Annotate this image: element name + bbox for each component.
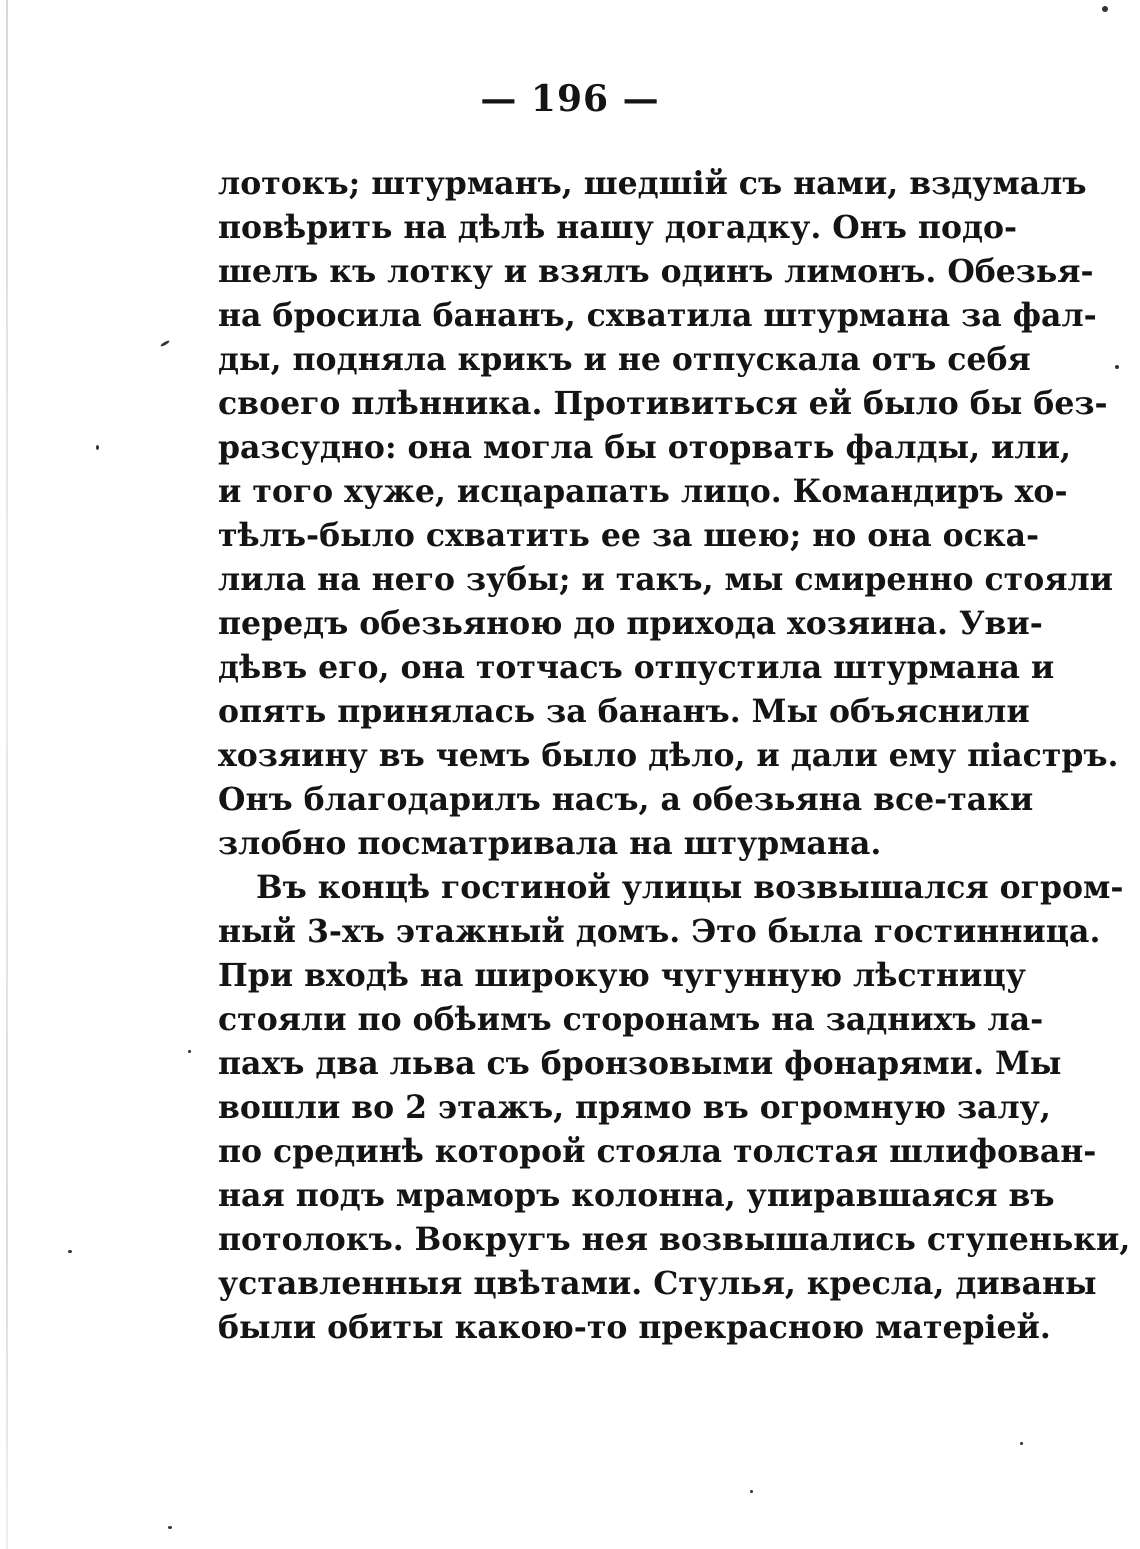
text-line: пахъ два льва съ бронзовыми фонарями. Мы <box>218 1045 1062 1082</box>
text-line: стояли по обѣимъ сторонамъ на заднихъ ла- <box>218 1001 1044 1038</box>
scan-speck <box>750 1490 753 1493</box>
text-line: Онъ благодарилъ насъ, а обезьяна все-таки <box>218 781 1034 818</box>
scan-speck <box>188 1050 191 1053</box>
text-line: тѣлъ-было схватить ее за шею; но она оска- <box>218 517 1040 554</box>
scan-speck <box>168 1526 172 1529</box>
scan-speck <box>1020 1442 1023 1445</box>
scan-speck <box>68 1250 72 1253</box>
text-line: разсудно: она могла бы оторвать фалды, или, <box>218 429 1071 466</box>
text-line: шелъ къ лотку и взялъ одинъ лимонъ. Обезья- <box>218 253 1094 290</box>
text-line: дѣвъ его, она тотчасъ отпустила штурмана и <box>218 649 1055 686</box>
text-line: ды, подняла крикъ и не отпускала отъ себя <box>218 341 1031 378</box>
text-line: При входѣ на широкую чугунную лѣстницу <box>218 957 1026 994</box>
text-line: хозяину въ чемъ было дѣло, и дали ему піастръ. <box>218 737 1119 774</box>
text-line: повѣрить на дѣлѣ нашу догадку. Онъ подо- <box>218 209 1018 246</box>
text-line: злобно посматривала на штурмана. <box>218 825 882 862</box>
text-line: по срединѣ которой стояла толстая шлифован- <box>218 1133 1097 1170</box>
scan-speck <box>160 340 170 348</box>
text-line: лила на него зубы; и такъ, мы смиренно стояли <box>218 561 1114 598</box>
text-line: своего плѣнника. Противиться ей было бы без- <box>218 385 1108 422</box>
text-line: ный 3-хъ этажный домъ. Это была гостинница. <box>218 913 1101 950</box>
text-line: были обиты какою-то прекрасною матеріей. <box>218 1309 1051 1346</box>
page-edge-shadow <box>6 0 8 1549</box>
scan-speck <box>1102 6 1108 12</box>
text-line: вошли во 2 этажъ, прямо въ огромную залу, <box>218 1089 1051 1126</box>
scan-speck <box>96 445 99 450</box>
text-line: лотокъ; штурманъ, шедшій съ нами, вздумалъ <box>218 165 1087 202</box>
text-line: опять принялась за бананъ. Мы объяснили <box>218 693 1030 730</box>
scan-speck <box>1115 365 1119 369</box>
text-line: ная подъ мраморъ колонна, упиравшаяся въ <box>218 1177 1055 1214</box>
text-line: уставленныя цвѣтами. Стулья, кресла, диваны <box>218 1265 1097 1302</box>
page-number: — 196 — <box>480 78 660 120</box>
text-line: передъ обезьяною до прихода хозяина. Уви- <box>218 605 1043 642</box>
text-line: на бросила бананъ, схватила штурмана за фал- <box>218 297 1097 334</box>
text-line: потолокъ. Вокругъ нея возвышались ступеньки, <box>218 1221 1131 1258</box>
text-line: и того хуже, исцарапать лицо. Командиръ хо- <box>218 473 1068 510</box>
paragraph-first-line: Въ концѣ гостиной улицы возвышался огром- <box>256 869 1124 906</box>
